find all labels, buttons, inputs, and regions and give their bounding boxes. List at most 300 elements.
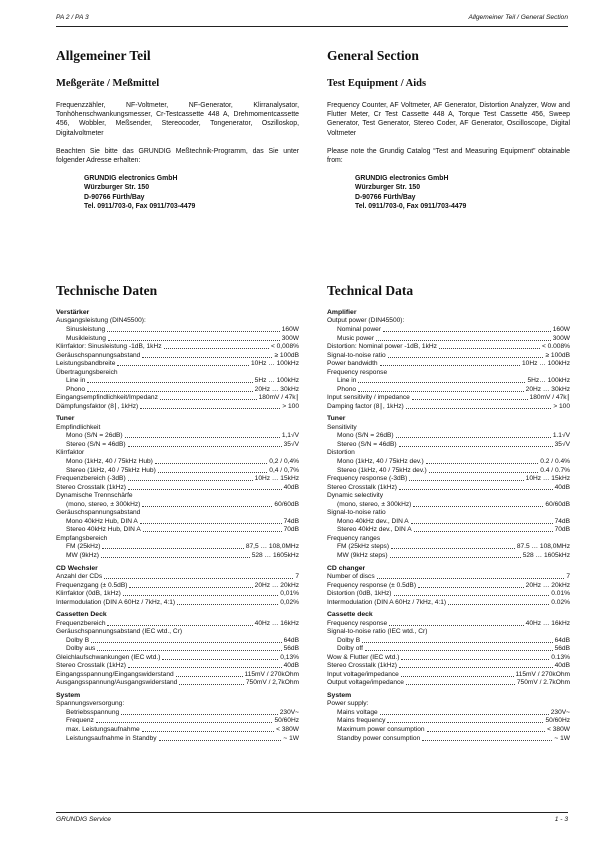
spec-label: Power bandwidth — [327, 360, 378, 368]
leader-dots — [117, 360, 249, 366]
address-line: GRUNDIG electronics GmbH — [84, 175, 178, 183]
leader-dots — [102, 543, 243, 549]
spec-value: 40Hz … 16kHz — [254, 619, 299, 627]
spec-value: 40dB — [283, 483, 299, 491]
spec-label: Phono — [337, 385, 357, 393]
spec-label: Anzahl der CDs — [56, 572, 103, 580]
spec-label: Leistungsbandbreite — [56, 360, 116, 368]
spec-subheading: Signal-to-noise ratio (IEC wtd., Cr) — [327, 628, 428, 636]
page-header — [56, 14, 568, 27]
catalog-note-de: Beachten Sie bitte das GRUNDIG Meßtechnik-Programm, das Sie unter folgender Adresse erhalten: — [56, 147, 299, 165]
spec-value: 64dB — [283, 636, 299, 644]
leader-dots — [377, 573, 565, 579]
leader-dots — [107, 326, 280, 332]
leader-dots — [160, 394, 257, 400]
leader-dots — [399, 484, 553, 490]
leader-dots — [412, 394, 528, 400]
address-en — [355, 174, 570, 211]
spec-row — [56, 526, 299, 535]
spec-label: Standby power consumption — [337, 734, 421, 742]
spec-label: Distortion: Nominal power -1dB, 1kHz — [327, 343, 437, 351]
leader-dots — [365, 645, 553, 651]
spec-value: 160W — [552, 325, 570, 333]
spec-value: 20Hz … 20kHz — [525, 581, 570, 589]
leader-dots — [143, 526, 282, 532]
section-title-de: Allgemeiner Teil — [56, 48, 151, 63]
spec-group-heading: Tuner — [327, 415, 346, 423]
spec-row — [327, 484, 570, 493]
leader-dots — [128, 484, 282, 490]
spec-row — [56, 662, 299, 671]
spec-value: 230V~ — [550, 708, 570, 716]
spec-title: Technische Daten — [56, 283, 158, 298]
spec-label: Dolby B — [337, 636, 361, 644]
leader-dots — [179, 679, 244, 685]
spec-label: Line in — [337, 377, 357, 385]
spec-row — [327, 671, 570, 680]
spec-row — [327, 654, 570, 663]
spec-label: Mono 40kHz Hub, DIN A — [66, 517, 138, 525]
spec-row — [327, 467, 570, 476]
spec-subheading: Geräuschspannungsabstand (IEC wtd., Cr) — [56, 628, 183, 636]
spec-row — [327, 637, 570, 646]
spec-value: 56dB — [283, 645, 299, 653]
spec-value: 56dB — [554, 645, 570, 653]
spec-label: Betriebsspannung — [66, 708, 120, 716]
leader-dots — [140, 518, 282, 524]
spec-value: 70dB — [554, 526, 570, 534]
spec-value: ˂ 0,008% — [270, 343, 299, 351]
spec-subheading: Output power (DIN45500): — [327, 317, 405, 325]
spec-row — [56, 726, 299, 735]
spec-row — [327, 501, 570, 510]
spec-label: Dolby aus — [66, 645, 96, 653]
general-section-de — [56, 48, 299, 211]
leader-dots — [399, 441, 553, 447]
spec-row — [56, 326, 299, 335]
leader-dots — [422, 735, 552, 741]
leader-dots — [87, 377, 252, 383]
spec-label: Wow & Flutter (IEC wtd.) — [327, 653, 400, 661]
spec-value: > 100 — [553, 402, 570, 410]
spec-subheading: Signal-to-noise ratio — [327, 509, 386, 517]
spec-label: Damping factor (8⎮, 1kHz) — [327, 402, 404, 410]
spec-subheading: Frequency response — [327, 368, 388, 376]
spec-row — [56, 458, 299, 467]
spec-value: 74dB — [283, 517, 299, 525]
spec-label: Stereo 40kHz Hub, DIN A — [66, 526, 141, 534]
spec-subheading: Empfindlichkeit — [56, 423, 101, 431]
spec-value: 50/60Hz — [274, 717, 299, 725]
spec-row — [56, 582, 299, 591]
spec-value: 35√V — [283, 440, 299, 448]
spec-value: 1.1√V — [552, 432, 570, 440]
spec-label: Leistungsaufnahme in Standby — [66, 734, 157, 742]
leader-dots — [129, 582, 252, 588]
leader-dots — [426, 458, 539, 464]
spec-group-heading: Verstärker — [56, 309, 90, 316]
leader-dots — [358, 386, 524, 392]
spec-row — [327, 335, 570, 344]
address-line: Würzburger Str. 150 — [84, 184, 150, 192]
spec-subheading: Übertragungsbereich — [56, 368, 118, 376]
address-line: Tel. 0911/703-0, Fax 0911/703-4479 — [84, 202, 196, 210]
spec-label: Frequency response (-3dB) — [327, 475, 408, 483]
spec-value: 87,5 … 108,0MHz — [245, 543, 299, 551]
spec-row — [56, 735, 299, 744]
spec-value: 40dB — [554, 483, 570, 491]
page-number: 1 - 3 — [554, 816, 568, 823]
spec-group-heading: Cassette deck — [327, 611, 373, 619]
leader-dots — [391, 543, 515, 549]
spec-value: 0,02% — [280, 598, 299, 606]
spec-row — [56, 552, 299, 561]
spec-row — [327, 662, 570, 671]
spec-group-heading: Amplifier — [327, 309, 357, 316]
spec-subheading: Distortion — [327, 449, 355, 457]
spec-subheading: Sensitivity — [327, 423, 357, 431]
spec-row — [56, 386, 299, 395]
spec-row — [56, 599, 299, 608]
spec-row — [327, 518, 570, 527]
spec-label: Stereo 40kHz dev., DIN A — [337, 526, 412, 534]
spec-value: 7 — [295, 572, 299, 580]
spec-value: 10Hz … 100kHz — [250, 360, 299, 368]
section-title-en: General Section — [327, 48, 419, 63]
spec-row — [327, 552, 570, 561]
spec-group-heading: System — [56, 691, 81, 699]
spec-value: 160W — [281, 325, 299, 333]
equipment-list-en: Frequency Counter, AF Voltmeter, AF Generator, Distortion Analyzer, Wow and Flutter Meter, Cr Test Cassette 448 A, Torque Test Cassette 456, Sweep Generator, Test Generator, Stereo Coder, AF Generator, Oscilloscope, Digital Voltmeter — [327, 102, 570, 137]
general-section-en — [327, 48, 570, 211]
leader-dots — [413, 501, 543, 507]
spec-row — [56, 343, 299, 352]
spec-row — [327, 526, 570, 535]
leader-dots — [380, 360, 520, 366]
leader-dots — [358, 377, 525, 383]
spec-value: 5Hz … 100kHz — [254, 377, 299, 385]
spec-value: 0.4 / 0.7% — [540, 466, 570, 474]
spec-label: Frequenzbereich (-3dB) — [56, 475, 126, 483]
spec-value: ~ 1W — [554, 734, 570, 742]
spec-value: 35√V — [554, 440, 570, 448]
spec-row — [56, 441, 299, 450]
leader-dots — [155, 458, 267, 464]
leader-dots — [104, 573, 293, 579]
spec-row — [327, 343, 570, 352]
spec-label: Mono (1kHz, 40 / 75kHz Hub) — [66, 458, 153, 466]
leader-dots — [409, 475, 523, 481]
spec-row — [56, 352, 299, 361]
spec-value: < 380W — [276, 726, 299, 733]
leader-dots — [128, 441, 282, 447]
address-line: Tel. 0911/703-0, Fax 0911/703-4479 — [355, 202, 467, 210]
spec-row — [327, 709, 570, 718]
address-line: GRUNDIG electronics GmbH — [355, 175, 449, 183]
spec-label: Intermodulation (DIN A 60Hz / 7kHz, 4:1) — [327, 598, 447, 606]
spec-label: Frequenzgang (± 0.5dB) — [56, 581, 128, 589]
spec-row — [56, 403, 299, 412]
spec-value: 0.02% — [551, 598, 570, 606]
spec-value: 40Hz … 16kHz — [525, 619, 570, 627]
spec-row — [327, 620, 570, 629]
spec-value: 70dB — [283, 526, 299, 534]
leader-dots — [142, 352, 272, 358]
leader-dots — [376, 335, 551, 341]
spec-subheading: Dynamic selectivity — [327, 492, 384, 500]
catalog-note-en: Please note the Grundig Catalog “Test and Measuring Equipment” obtainable from: — [327, 147, 570, 165]
leader-dots — [107, 620, 252, 626]
leader-dots — [399, 662, 553, 668]
spec-value: 0,2 / 0,4% — [269, 458, 299, 466]
spec-row — [56, 637, 299, 646]
spec-label: Stereo Crosstalk (1kHz) — [327, 662, 397, 670]
spec-value: 10Hz … 15kHz — [254, 475, 299, 483]
spec-title: Technical Data — [327, 283, 414, 298]
spec-label: Stereo (S/N = 46dB) — [337, 440, 397, 448]
spec-value: 20Hz … 20kHz — [254, 581, 299, 589]
spec-row — [56, 432, 299, 441]
spec-value: 180mV / 47k⎮ — [258, 394, 299, 402]
spec-label: FM (25kHz) — [66, 543, 101, 551]
leader-dots — [427, 726, 545, 732]
leader-dots — [406, 679, 515, 685]
spec-value: 40dB — [554, 662, 570, 670]
spec-label: Frequenz — [66, 717, 94, 725]
spec-label: Mono (S/N = 26dB) — [66, 432, 123, 440]
leader-dots — [128, 475, 253, 481]
spec-label: Stereo Crosstalk (1kHz) — [327, 483, 397, 491]
spec-label: Signal-to-noise ratio — [327, 351, 386, 359]
spec-label: Dolby off — [337, 645, 363, 653]
spec-label: Mono (1kHz, 40 / 75kHz dev.) — [337, 458, 424, 466]
spec-row — [327, 352, 570, 361]
spec-label: Stereo (1kHz, 40 / 75kHz Hub) — [66, 466, 156, 474]
spec-label: Frequency response — [327, 619, 388, 627]
spec-value: < 380W — [547, 726, 570, 733]
spec-row — [56, 717, 299, 726]
spec-row — [327, 386, 570, 395]
spec-row — [327, 394, 570, 403]
spec-label: Stereo (S/N = 46dB) — [66, 440, 126, 448]
spec-row — [327, 458, 570, 467]
spec-row — [327, 377, 570, 386]
spec-label: Stereo Crosstalk (1kHz) — [56, 662, 126, 670]
spec-de — [56, 283, 299, 743]
leader-dots — [387, 717, 543, 723]
leader-dots — [123, 590, 278, 596]
spec-value: 87.5 … 108,0MHz — [516, 543, 570, 551]
spec-label: Frequency response (± 0.5dB) — [327, 581, 417, 589]
leader-dots — [380, 709, 549, 715]
spec-label: Line in — [66, 377, 86, 385]
spec-label: Mains frequency — [337, 717, 386, 725]
spec-row — [56, 543, 299, 552]
spec-value: ˂ 0.008% — [541, 343, 570, 351]
leader-dots — [362, 637, 553, 643]
spec-row — [56, 679, 299, 688]
subtitle-en: Test Equipment / Aids — [327, 78, 427, 89]
spec-value: 50/60Hz — [545, 717, 570, 725]
spec-value: 5Hz… 100kHz — [527, 377, 570, 385]
leader-dots — [406, 403, 552, 409]
spec-value: 0.13% — [551, 653, 570, 661]
spec-label: (mono, stereo, ± 300kHz) — [66, 500, 141, 508]
spec-value: 10Hz … 15kHz — [525, 475, 570, 483]
spec-label: Geräuschspannungsabstand — [56, 351, 141, 359]
spec-label: Intermodulation (DIN A 60Hz / 7kHz, 4:1) — [56, 598, 176, 606]
spec-value: 0,01% — [280, 590, 299, 598]
spec-row — [56, 654, 299, 663]
spec-group-heading: Cassetten Deck — [56, 611, 107, 619]
leader-dots — [97, 645, 281, 651]
spec-value: 0.01% — [551, 590, 570, 598]
spec-subheading: Dynamische Trennschärfe — [56, 492, 133, 500]
spec-label: Musikleistung — [66, 334, 106, 342]
spec-row — [327, 735, 570, 744]
spec-label: Mains voltage — [337, 708, 378, 716]
header-model: PA 2 / PA 3 — [56, 14, 89, 21]
spec-label: MW (9kHz steps) — [337, 552, 388, 560]
spec-row — [56, 671, 299, 680]
spec-row — [327, 679, 570, 688]
spec-row — [327, 360, 570, 369]
spec-value: 74dB — [554, 517, 570, 525]
spec-value: 230V~ — [279, 708, 299, 716]
spec-value: 750mV / 2.7kOhm — [516, 679, 570, 687]
spec-label: MW (9kHz) — [66, 552, 99, 560]
subtitle-de: Meßgeräte / Meßmittel — [56, 78, 160, 89]
spec-row — [327, 573, 570, 582]
spec-value: 528 … 1605kHz — [522, 552, 570, 560]
spec-label: Gleichlaufschwankungen (IEC wtd.) — [56, 653, 161, 661]
leader-dots — [383, 326, 551, 332]
spec-value: 60/60dB — [545, 500, 570, 508]
leader-dots — [91, 637, 282, 643]
spec-value: 10Hz … 100kHz — [521, 360, 570, 368]
spec-value: ≥ 100dB — [274, 351, 299, 359]
spec-value: 115mV / 270kOhm — [244, 670, 299, 678]
spec-label: Sinusleistung — [66, 325, 106, 333]
spec-row — [56, 377, 299, 386]
spec-label: Phono — [66, 385, 86, 393]
leader-dots — [162, 654, 278, 660]
spec-row — [56, 518, 299, 527]
equipment-list-de: Frequenzzähler, NF-Voltmeter, NF-Generator, Klirranalysator, Tonhöhenschwankungsmesser, Cr-Testcassette 448 A, Drehmomentcassette 456, Wobbler, Meßsender, Stereocoder, Tongenerator, Oszilloskop, Digitalvoltmeter — [56, 102, 299, 137]
spec-value: 300W — [281, 334, 299, 342]
leader-dots — [159, 735, 282, 741]
spec-label: Output voltage/impedance — [327, 679, 404, 687]
leader-dots — [142, 501, 272, 507]
spec-row — [327, 599, 570, 608]
leader-dots — [388, 352, 544, 358]
leader-dots — [396, 432, 551, 438]
spec-row — [327, 717, 570, 726]
address-de — [84, 174, 299, 211]
spec-label: Mono 40kHz dev., DIN A — [337, 517, 409, 525]
leader-dots — [411, 518, 553, 524]
spec-label: Eingangsempfindlichkeit/Impedanz — [56, 394, 158, 402]
spec-value: 528 … 1605kHz — [251, 552, 299, 560]
spec-value: 20Hz … 30kHz — [254, 385, 299, 393]
leader-dots — [401, 671, 514, 677]
leader-dots — [125, 432, 280, 438]
spec-row — [56, 501, 299, 510]
spec-subheading: Geräuschspannungsabstand — [56, 509, 141, 517]
leader-dots — [108, 335, 280, 341]
spec-value: 750mV / 2,7kOhm — [245, 679, 299, 687]
spec-row — [56, 467, 299, 476]
spec-row — [56, 709, 299, 718]
spec-label: Stereo (1kHz, 40 / 75kHz dev.) — [337, 466, 427, 474]
spec-row — [56, 484, 299, 493]
spec-label: Frequenzbereich — [56, 619, 106, 627]
spec-row — [56, 620, 299, 629]
leader-dots — [439, 343, 540, 349]
spec-label: Music power — [337, 334, 375, 342]
spec-value: 40dB — [283, 662, 299, 670]
spec-value: 0,4 / 0,7% — [269, 466, 299, 474]
address-line: Würzburger Str. 150 — [355, 184, 421, 192]
spec-row — [327, 590, 570, 599]
spec-label: Klirrfaktor (0dB, 1kHz) — [56, 590, 121, 598]
spec-row — [327, 432, 570, 441]
spec-label: Input sensitivity / impedance — [327, 394, 410, 402]
spec-value: 64dB — [554, 636, 570, 644]
spec-label: Stereo Crosstalk (1kHz) — [56, 483, 126, 491]
spec-value: 115mV / 270kOhm — [515, 670, 570, 678]
spec-group-heading: System — [327, 691, 352, 699]
spec-row — [56, 360, 299, 369]
leader-dots — [390, 552, 521, 558]
spec-value: ~ 1W — [283, 734, 299, 742]
spec-row — [56, 590, 299, 599]
spec-label: Distortion (0dB, 1kHz) — [327, 590, 392, 598]
leader-dots — [128, 662, 282, 668]
leader-dots — [101, 552, 250, 558]
spec-row — [56, 645, 299, 654]
spec-value: > 100 — [282, 402, 299, 410]
leader-dots — [418, 582, 524, 588]
spec-row — [56, 475, 299, 484]
spec-row — [56, 394, 299, 403]
spec-label: Number of discs — [327, 572, 375, 580]
spec-value: 300W — [552, 334, 570, 342]
leader-dots — [140, 403, 280, 409]
spec-value: ≥ 100dB — [545, 351, 570, 359]
footer-brand: GRUNDIG Service — [56, 816, 111, 823]
spec-row — [327, 403, 570, 412]
spec-label: Mono (S/N = 26dB) — [337, 432, 394, 440]
spec-row — [327, 441, 570, 450]
spec-value: 180mV / 47k⎮ — [529, 394, 570, 402]
address-line: D-90766 Fürth/Bay — [355, 193, 416, 201]
spec-group-heading: Tuner — [56, 415, 75, 423]
leader-dots — [414, 526, 553, 532]
address-line: D-90766 Fürth/Bay — [84, 193, 145, 201]
spec-row — [327, 726, 570, 735]
leader-dots — [394, 590, 550, 596]
leader-dots — [87, 386, 253, 392]
spec-label: Ausgangsspannung/Ausgangswiderstand — [56, 679, 178, 687]
spec-value: 60/60dB — [274, 500, 299, 508]
spec-label: (mono, stereo, ± 300kHz) — [337, 500, 412, 508]
leader-dots — [142, 726, 274, 732]
leader-dots — [429, 467, 539, 473]
spec-subheading: Empfangsbereich — [56, 534, 108, 542]
spec-label: Dolby B — [66, 636, 90, 644]
spec-label: Dämpfungsfaktor (8⎮, 1kHz) — [56, 402, 139, 410]
